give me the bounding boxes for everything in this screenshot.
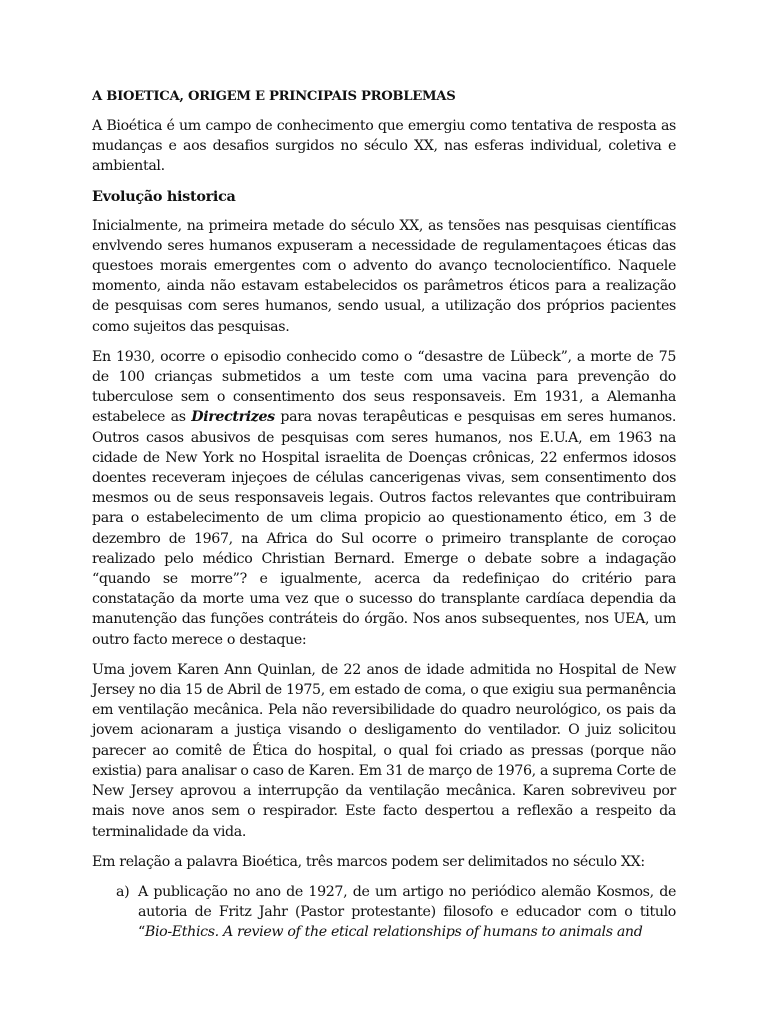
paragraph-historical-cases <box>92 347 676 650</box>
list-marker: a) <box>116 883 130 900</box>
intro-paragraph: A Bioética é um campo de conhecimento que emergiu como tentativa de resposta as mudanças e aos desafios surgidos no século XX, nas esferas individual, coletiva e ambiental. <box>92 118 676 175</box>
emphasized-term: Directrizes <box>191 409 275 426</box>
list-text: A publicação no ano de 1927, de um artigo no periódico alemão Kosmos, de autoria de Fritz Jahr (Pastor protestante) filosofo e educador com o titulo “ <box>138 883 676 941</box>
list-item-text <box>138 882 676 943</box>
paragraph-karen-quinlan: Uma jovem Karen Ann Quinlan, de 22 anos de idade admitida no Hospital de New Jersey no dia 15 de Abril de 1975, em estado de coma, o que exigiu sua permanência em ventilação mecânica. Pela não reversibilidade do quadro neurológico, os pais da jovem acionaram a justiça visando o desligamento do ventilador. O juiz solicitou parecer ao comitê de Ética do hospital, o qual foi criado as pressas (porque não existia) para analisar o caso de Karen. Em 31 de março de 1976, a suprema Corte de New Jersey aprovou a interrupção da ventilação mecânica. Karen sobreviveu por mais nove anos sem o respirador. Este facto despertou a reflexão a respeito da terminalidade da vida. <box>92 661 676 840</box>
list-item <box>92 882 676 943</box>
paragraph-milestones-intro: Em relação a palavra Bioética, três marcos podem ser delimitados no século XX: <box>92 853 645 870</box>
article-title: Bio-Ethics. A review of the etical relationships of humans to animals and <box>144 924 643 941</box>
paragraph-text: para novas terapêuticas e pesquisas em seres humanos. Outros casos abusivos de pesquisas com seres humanos, nos E.U.A, em 1963 na cidade de New York no Hospital israelita de Doenças crônicas, 22 enfermos idosos doentes receveram injeçoes de células cancerigenas vivas, sem consentimento dos mesmos ou de seus responsaveis legais. Outros factos relevantes que contribuiram para o estabelecimento de um clima propicio ao questionamento ético, em 3 de dezembro de 1967, na Africa do Sul ocorre o primeiro transplante de coroçao realizado pelo médico Christian Bernard. Emerge o debate sobre a indagação “quando se morre”? e igualmente, acerca da redefiniçao do critério para constatação da morte uma vez que o sucesso do transplante cardíaca dependia da manutenção das funções contráteis do órgão. Nos anos subsequentes, nos UEA, um outro facto merece o destaque: <box>92 409 676 648</box>
document-title: A BIOETICA, ORIGEM E PRINCIPAIS PROBLEMAS <box>92 89 456 104</box>
section-title: Evolução historica <box>92 187 236 205</box>
document-body <box>92 87 676 943</box>
paragraph-text: En 1930, ocorre o episodio conhecido como o “desastre de Lübeck”, a morte de 75 de 100 crianças submetidos a um teste com uma vacina para prevenção do tuberculose sem o consentimento dos seus responsaveis. Em 1931, a Alemanha estabelece as <box>92 348 676 426</box>
paragraph-early-research: Inicialmente, na primeira metade do século XX, as tensões nas pesquisas científicas envlvendo seres humanos expuseram a necessidade de regulamentaçoes éticas das questoes morais emergentes com o advento do avanço tecnolocientífico. Naquele momento, ainda não estavam estabelecidos os parâmetros éticos para a realização de pesquisas com seres humanos, sendo usual, a utilização dos próprios pacientes como sujeitos das pesquisas. <box>92 217 676 335</box>
